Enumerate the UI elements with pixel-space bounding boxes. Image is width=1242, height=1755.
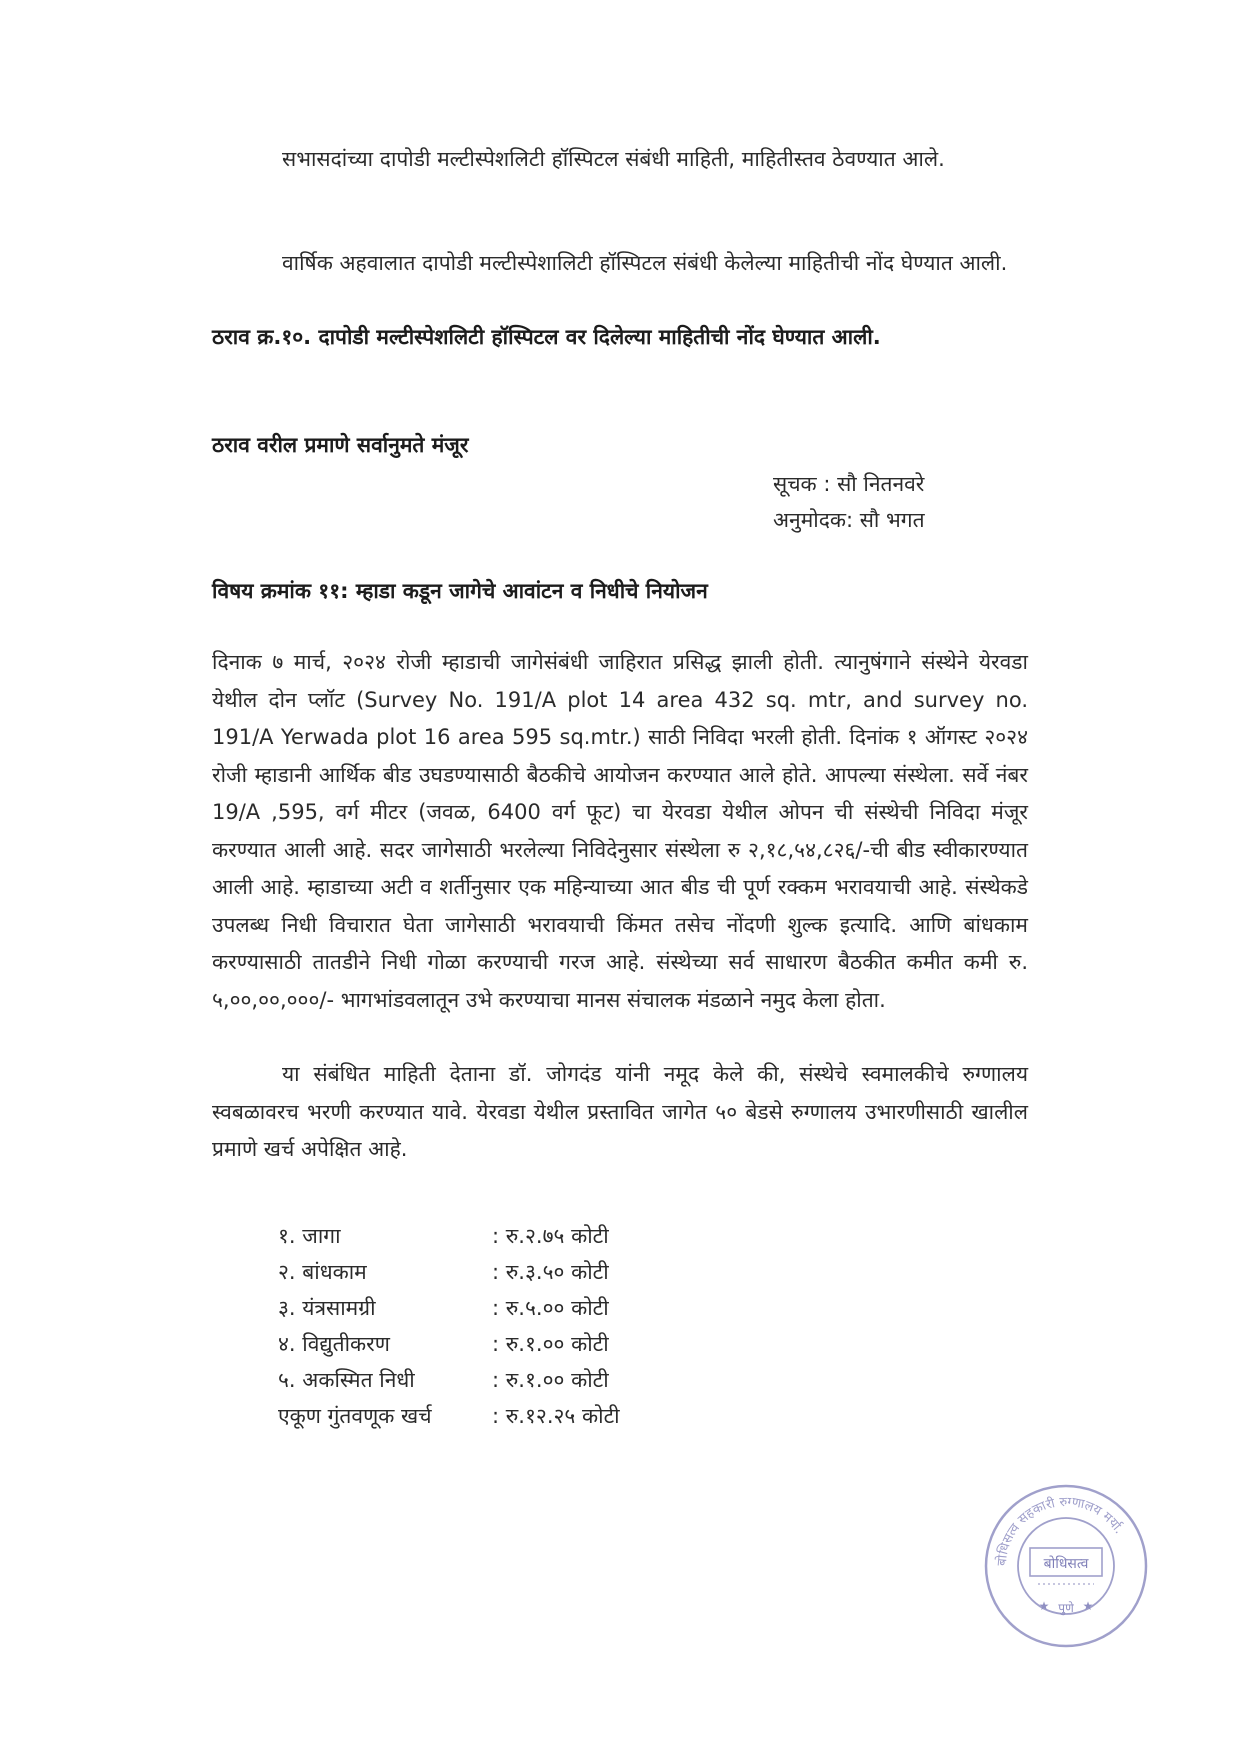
cost-amount: : रु.१.०० कोटी xyxy=(492,1368,609,1392)
seconder-name: अनुमोदक: सौ भगत xyxy=(773,508,925,532)
cost-row xyxy=(278,1362,620,1398)
cost-amount: : रु.१.०० कोटी xyxy=(492,1332,609,1356)
cost-row-total xyxy=(278,1398,620,1434)
cost-table xyxy=(278,1218,620,1434)
cost-label: ३. यंत्रसामग्री xyxy=(278,1296,376,1320)
star-icon: ★ xyxy=(1082,1599,1094,1613)
cost-label: ५. अकस्मित निधी xyxy=(278,1368,415,1392)
cost-amount: : रु.३.५० कोटी xyxy=(492,1260,609,1284)
cost-label: २. बांधकाम xyxy=(278,1260,367,1284)
cost-row xyxy=(278,1218,620,1254)
proposer-name: सूचक : सौ नितनवरे xyxy=(773,472,925,496)
cost-amount: : रु.२.७५ कोटी xyxy=(492,1224,609,1248)
official-seal-stamp xyxy=(982,1482,1150,1650)
star-icon: ★ xyxy=(1038,1599,1050,1613)
intro-paragraph-2: वार्षिक अहवालात दापोडी मल्टीस्पेशालिटी हॉस्पिटल संबंधी केलेल्या माहितीची नोंद घेण्यात आली. xyxy=(282,251,1008,275)
subject-heading: विषय क्रमांक ११: म्हाडा कडून जागेचे आवांटन व निधीचे नियोजन xyxy=(212,579,708,603)
cost-row xyxy=(278,1254,620,1290)
resolution-text: ठराव क्र.१०. दापोडी मल्टीस्पेशलिटी हॉस्पिटल वर दिलेल्या माहितीची नोंद घेण्यात आली. xyxy=(212,325,881,349)
cost-label: एकूण गुंतवणूक खर्च xyxy=(278,1404,432,1428)
stamp-center-text: बोधिसत्व xyxy=(1043,1556,1089,1572)
stamp-ring-text: बोधिसत्व सहकारी रुग्णालय मर्या. xyxy=(994,1494,1127,1567)
cost-row xyxy=(278,1290,620,1326)
stamp-bottom-text: पुणे xyxy=(1058,1601,1074,1615)
cost-label: १. जागा xyxy=(278,1224,341,1248)
approval-text: ठराव वरील प्रमाणे सर्वानुमते मंजूर xyxy=(212,433,469,457)
intro-paragraph-1: सभासदांच्या दापोडी मल्टीस्पेशलिटी हॉस्पिटल संबंधी माहिती, माहितीस्तव ठेवण्यात आले. xyxy=(282,147,945,171)
subject-body-2: या संबंधित माहिती देताना डॉ. जोगदंड यांनी नमूद केले की, संस्थेचे स्वमालकीचे रुग्णालय स्वबळावरच भरणी करण्यात यावे. येरवडा येथील प्रस्तावित जागेत ५० बेडसे रुग्णालय उभारणीसाठी खालील प्रमाणे खर्च अपेक्षित आहे. xyxy=(212,1062,1028,1161)
cost-amount: : रु.५.०० कोटी xyxy=(492,1296,609,1320)
cost-label: ४. विद्युतीकरण xyxy=(278,1332,390,1356)
subject-body-1: दिनाक ७ मार्च, २०२४ रोजी म्हाडाची जागेसंबंधी जाहिरात प्रसिद्ध झाली होती. त्यानुषंगाने संस्थेने येरवडा येथील दोन प्लॉट (Survey No. 191/A plot 14 area 432 sq. mtr, and survey no. 191/A Yerwada plot 16 area 595 sq.mtr.) साठी निविदा भरली होती. दिनांक १ ऑगस्ट २०२४ रोजी म्हाडानी आर्थिक बीड उघडण्यासाठी बैठकीचे आयोजन करण्यात आले होते. आपल्या संस्थेला. सर्वे नंबर 19/A ,595, वर्ग मीटर (जवळ, 6400 वर्ग फूट) चा येरवडा येथील ओपन ची संस्थेची निविदा मंजूर करण्यात आली आहे. सदर जागेसाठी भरलेल्या निविदेनुसार संस्थेला रु २,१८,५४,८२६/-ची बीड स्वीकारण्यात आली आहे. म्हाडाच्या अटी व शर्तीनुसार एक महिन्याच्या आत बीड ची पूर्ण रक्कम भरावयाची आहे. संस्थेकडे उपलब्ध निधी विचारात घेता जागेसाठी भरावयाची किंमत तसेच नोंदणी शुल्क इत्यादि. आणि बांधकाम करण्यासाठी तातडीने निधी गोळा करण्याची गरज आहे. संस्थेच्या सर्व साधारण बैठकीत कमीत कमी रु. ५,००,००,०००/- भागभांडवलातून उभे करण्याचा मानस संचालक मंडळाने नमुद केला होता. xyxy=(212,650,1028,1012)
cost-row xyxy=(278,1326,620,1362)
cost-amount: : रु.१२.२५ कोटी xyxy=(492,1404,620,1428)
